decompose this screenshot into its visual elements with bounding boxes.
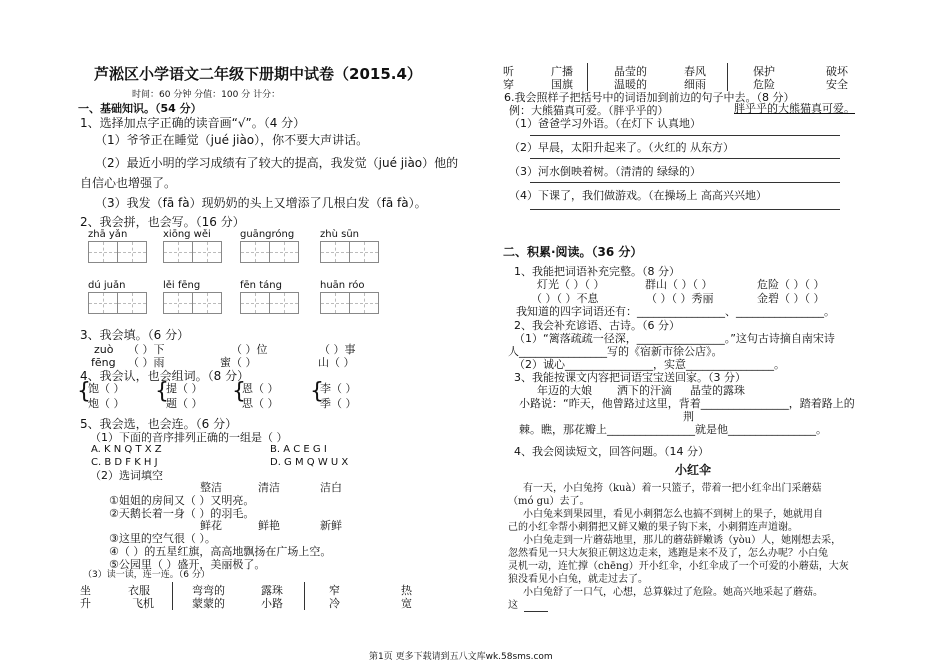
fill-line[interactable]: ②天鹅长着一身（ ）的羽毛。 xyxy=(109,507,255,520)
story-line: 小白兔舒了一口气，心想，总算躲过了危险。她高兴地采起了蘑菇。 xyxy=(523,587,823,598)
fill-line[interactable]: ④（ ）的五星红旗，高高地飘扬在广场上空。 xyxy=(109,545,332,558)
q3-blank[interactable]: 山（ ） xyxy=(318,356,355,369)
option-a[interactable]: A. K N Q T X Z xyxy=(91,444,162,455)
word-option: 整洁 xyxy=(200,481,222,494)
pinyin-label: dú juǎn xyxy=(88,280,126,291)
match-item[interactable]: 冷 xyxy=(329,597,340,610)
match-item[interactable]: 蒙蒙的 xyxy=(192,597,225,610)
story-line: 有一天，小白兔挎（kuà）着一只篮子，带着一把小红伞出门采蘑菇 xyxy=(523,483,822,494)
idiom-blank[interactable]: 危险（ ）（ ） xyxy=(757,278,825,291)
q6-item: （1）爸爸学习外语。（在灯下 认真地） xyxy=(509,117,701,130)
pinyin-label: guāngróng xyxy=(240,229,295,240)
brace: { xyxy=(232,379,246,404)
match-item[interactable]: 衣服 xyxy=(128,584,150,597)
write-cell[interactable] xyxy=(192,292,222,314)
q3-blank[interactable]: （ ）位 xyxy=(231,343,268,356)
p2-q1: 1、我能把词语补充完整。（8 分） xyxy=(514,265,680,278)
pinyin-label: huān róo xyxy=(320,280,365,291)
write-cell[interactable] xyxy=(320,292,350,314)
q3-blank[interactable]: （ ）下 xyxy=(128,343,165,356)
match-item[interactable]: 破坏 xyxy=(826,65,848,78)
q3-pinyin-feng: fēng xyxy=(91,356,116,369)
story-line: 这 xyxy=(508,600,518,611)
q6-example-answer: 胖乎乎的大熊猫真可爱。 xyxy=(734,102,855,115)
word-option: 清洁 xyxy=(258,481,280,494)
pinyin-label: lěi fēng xyxy=(163,280,201,291)
road-line[interactable]: 棘。瞧，那花瓣上________________就是他________________。 xyxy=(519,423,827,436)
q6-example: 例：大熊猫真可爱。（胖乎乎的） xyxy=(509,104,669,117)
q3-blank[interactable]: 蜜（ ） xyxy=(220,356,257,369)
word-option: 年迈的大娘 xyxy=(537,384,592,397)
page-footer: 第1页 更多下载请到五八文库wk.58sms.com xyxy=(369,652,553,662)
answer-line[interactable] xyxy=(530,209,840,210)
page-title: 芦淞区小学语文二年级下册期中试卷（2015.4） xyxy=(94,65,422,83)
proverb-line[interactable]: （2）诚心________________，实意________________。 xyxy=(514,358,785,371)
match-item[interactable]: 晶莹的 xyxy=(614,65,647,78)
idiom-blank[interactable]: 群山（ ）（ ） xyxy=(645,278,713,291)
divider xyxy=(587,63,588,91)
story-line: （mó gu）去了。 xyxy=(508,496,590,507)
write-cell[interactable] xyxy=(269,241,299,263)
part2-heading: 二、积累·阅读。（36 分） xyxy=(503,245,643,259)
q1-line3: 自信心也增强了。 xyxy=(80,176,177,190)
match-item[interactable]: 安全 xyxy=(826,78,848,91)
q4-blank[interactable]: 恩（ ） xyxy=(242,382,279,395)
q1-line1: （1）爷爷正在睡觉（jué jiào），你不要大声讲话。 xyxy=(95,133,369,147)
story-line: 小白兔来到果园里，看见小刺猬怎么也搞不到树上的果子，她就用自 xyxy=(523,509,823,520)
match-item[interactable]: 热 xyxy=(401,584,412,597)
answer-line[interactable] xyxy=(524,611,548,612)
answer-line[interactable] xyxy=(530,182,840,183)
q4-blank[interactable]: 饱（ ） xyxy=(88,382,125,395)
poem-line[interactable]: （1）“篱落疏疏一径深，________________。”这句古诗摘自南宋诗 xyxy=(514,332,835,345)
write-cell[interactable] xyxy=(192,241,222,263)
brace: { xyxy=(310,379,324,404)
divider xyxy=(727,63,728,91)
fill-line[interactable]: ①姐姐的房间又（ ）又明亮。 xyxy=(109,494,255,507)
word-option: 新鲜 xyxy=(320,519,342,532)
pinyin-grid[interactable] xyxy=(88,229,148,263)
story-line: 己的小红伞帮小刺猬把又鲜又嫩的果子钩下来，小刺猬连声道谢。 xyxy=(508,522,798,533)
write-cell[interactable] xyxy=(349,241,379,263)
q4-text: 4、我会认，也会组词。（8 分） xyxy=(80,369,250,383)
exam-meta: 时间：60 分钟 分值：100 分 计分： xyxy=(132,90,281,100)
story-line: 小白兔走到一片蘑菇地里，那儿的蘑菇鲜嫩诱（yòu）人，她刚想去采， xyxy=(523,535,842,546)
write-cell[interactable] xyxy=(163,241,193,263)
q3-text: 3、我会填。（6 分） xyxy=(80,328,190,342)
match-item[interactable]: 露珠 xyxy=(261,584,283,597)
q4-blank[interactable]: 题（ ） xyxy=(166,397,203,410)
p2-q2: 2、我会补充谚语、古诗。（6 分） xyxy=(514,319,680,332)
q1-line2: （2）最近小明的学习成绩有了较大的提高，我发觉（jué jiào）他的 xyxy=(95,156,459,170)
pinyin-grid[interactable] xyxy=(320,229,380,263)
divider xyxy=(172,582,173,610)
match-item[interactable]: 国旗 xyxy=(551,78,573,91)
idiom-blank[interactable]: 灯光（ ）（ ） xyxy=(537,278,605,291)
fill-line[interactable]: ⑤公园里（ ）盛开，美丽极了。 xyxy=(109,558,266,571)
q3-blank[interactable]: （ ）雨 xyxy=(128,356,165,369)
write-cell[interactable] xyxy=(163,292,193,314)
q5-sub2: （2）选词填空 xyxy=(90,469,163,482)
pinyin-grid[interactable] xyxy=(320,280,380,314)
pinyin-grid[interactable] xyxy=(240,229,300,263)
word-option: 鲜花 xyxy=(200,519,222,532)
match-item[interactable]: 飞机 xyxy=(132,597,154,610)
write-cell[interactable] xyxy=(117,241,147,263)
story-line: 灵机一动，连忙撑（chēng）开小红伞，小红伞成了一个可爱的小蘑菇，大灰 xyxy=(508,561,849,572)
write-cell[interactable] xyxy=(88,241,118,263)
word-option: 洁白 xyxy=(320,481,342,494)
brace: { xyxy=(155,379,169,404)
p2-q3: 3、我能按课文内容把词语宝宝送回家。（3 分） xyxy=(514,371,746,384)
q2-text: 2、我会拼，也会写。（16 分） xyxy=(80,215,245,229)
q5-text: 5、我会选，也会连。（6 分） xyxy=(80,417,238,431)
fill-line[interactable]: ③这里的空气很（ ）。 xyxy=(109,532,216,545)
pinyin-grid[interactable] xyxy=(240,280,300,314)
write-cell[interactable] xyxy=(240,292,270,314)
idiom-blank[interactable]: （ ）（ ）不息 xyxy=(531,292,599,305)
match-item[interactable]: 温暖的 xyxy=(614,78,647,91)
pinyin-grid[interactable] xyxy=(163,229,223,263)
write-cell[interactable] xyxy=(269,292,299,314)
pinyin-label: xiōng wěi xyxy=(163,229,211,240)
q4-blank[interactable]: 提（ ） xyxy=(166,382,203,395)
answer-line[interactable] xyxy=(530,158,840,159)
write-cell[interactable] xyxy=(117,292,147,314)
p2-q4: 4、我会阅读短文，回答问题。（14 分） xyxy=(514,445,709,458)
q5-sub1: （1）下面的音序排列正确的一组是（ ） xyxy=(90,431,288,444)
q6-item: （2）早晨，太阳升起来了。（火红的 从东方） xyxy=(509,141,734,154)
q3-blank[interactable]: （ ）事 xyxy=(319,343,356,356)
option-c[interactable]: C. B D F K H J xyxy=(91,457,158,468)
pinyin-grid[interactable] xyxy=(163,280,223,314)
option-b[interactable]: B. A C E G I xyxy=(270,444,327,455)
pinyin-label: zhù sūn xyxy=(320,229,359,240)
answer-line[interactable] xyxy=(530,135,840,136)
q6-text: 6.我会照样子把括号中的词语加到前边的句子中去。（8 分） xyxy=(504,91,795,104)
poem-line[interactable]: 人________________写的《宿新市徐公店》。 xyxy=(508,345,723,358)
match-item[interactable]: 升 xyxy=(80,597,91,610)
match-item[interactable]: 广播 xyxy=(551,65,573,78)
q6-item: （4）下课了，我们做游戏。（在操场上 高高兴兴地） xyxy=(509,189,767,202)
match-item[interactable]: 穿 xyxy=(503,78,514,91)
q6-item: （3）河水倒映着树。（清清的 绿绿的） xyxy=(509,165,701,178)
match-item[interactable]: 宽 xyxy=(401,597,412,610)
idiom-blank[interactable]: （ ）（ ）秀丽 xyxy=(646,292,714,305)
pinyin-grid[interactable] xyxy=(88,280,148,314)
word-option: 晶莹的露珠 xyxy=(690,384,745,397)
q1-line4: （3）我发（fā fà）现奶奶的头上又增添了几根白发（fā fà）。 xyxy=(95,196,427,210)
match-item[interactable]: 保护 xyxy=(753,65,775,78)
write-cell[interactable] xyxy=(240,241,270,263)
match-item[interactable]: 小路 xyxy=(261,597,283,610)
match-item[interactable]: 弯弯的 xyxy=(192,584,225,597)
option-d[interactable]: D. G M Q W U X xyxy=(270,457,349,468)
write-cell[interactable] xyxy=(88,292,118,314)
match-item[interactable]: 春风 xyxy=(684,65,706,78)
part1-heading: 一、基础知识。（54 分） xyxy=(78,102,202,115)
q4-blank[interactable]: 思（ ） xyxy=(242,397,279,410)
idiom-blank[interactable]: 金碧（ ）（ ） xyxy=(757,292,825,305)
story-title: 小红伞 xyxy=(675,463,712,477)
road-ruby: 荆 xyxy=(683,410,694,423)
match-item[interactable]: 听 xyxy=(503,65,514,78)
q4-blank[interactable]: 季（ ） xyxy=(320,397,357,410)
story-line: 狼没看见小白兔，就走过去了。 xyxy=(508,574,648,585)
story-line: 忽然看见一只大灰狼正朝这边走来，逃跑是来不及了，怎么办呢？小白兔 xyxy=(508,548,828,559)
q4-blank[interactable]: 李（ ） xyxy=(320,382,357,395)
brace: { xyxy=(77,379,91,404)
match-item[interactable]: 细雨 xyxy=(684,78,706,91)
match-item[interactable]: 窄 xyxy=(329,584,340,597)
match-item[interactable]: 坐 xyxy=(80,584,91,597)
q5-sub3: （3）读一读，连一连。（6 分） xyxy=(83,570,210,580)
idiom-more[interactable]: 我知道的四字词语还有：________________、________________。 xyxy=(516,305,835,318)
q4-blank[interactable]: 炮（ ） xyxy=(88,397,125,410)
word-option: 鲜艳 xyxy=(258,519,280,532)
write-cell[interactable] xyxy=(320,241,350,263)
word-option: 洒下的汗滴 xyxy=(617,384,672,397)
pinyin-label: fēn táng xyxy=(240,280,282,291)
road-line[interactable]: 小路说：“昨天，他曾路过这里，背着________________，踏着路上的 xyxy=(519,397,855,410)
pinyin-label: zhā yǎn xyxy=(88,229,128,240)
write-cell[interactable] xyxy=(349,292,379,314)
match-item[interactable]: 危险 xyxy=(753,78,775,91)
q3-pinyin-zuo: zuò xyxy=(94,343,114,356)
divider xyxy=(304,582,305,610)
q1-text: 1、选择加点字正确的读音画“√”。（4 分） xyxy=(80,116,306,130)
